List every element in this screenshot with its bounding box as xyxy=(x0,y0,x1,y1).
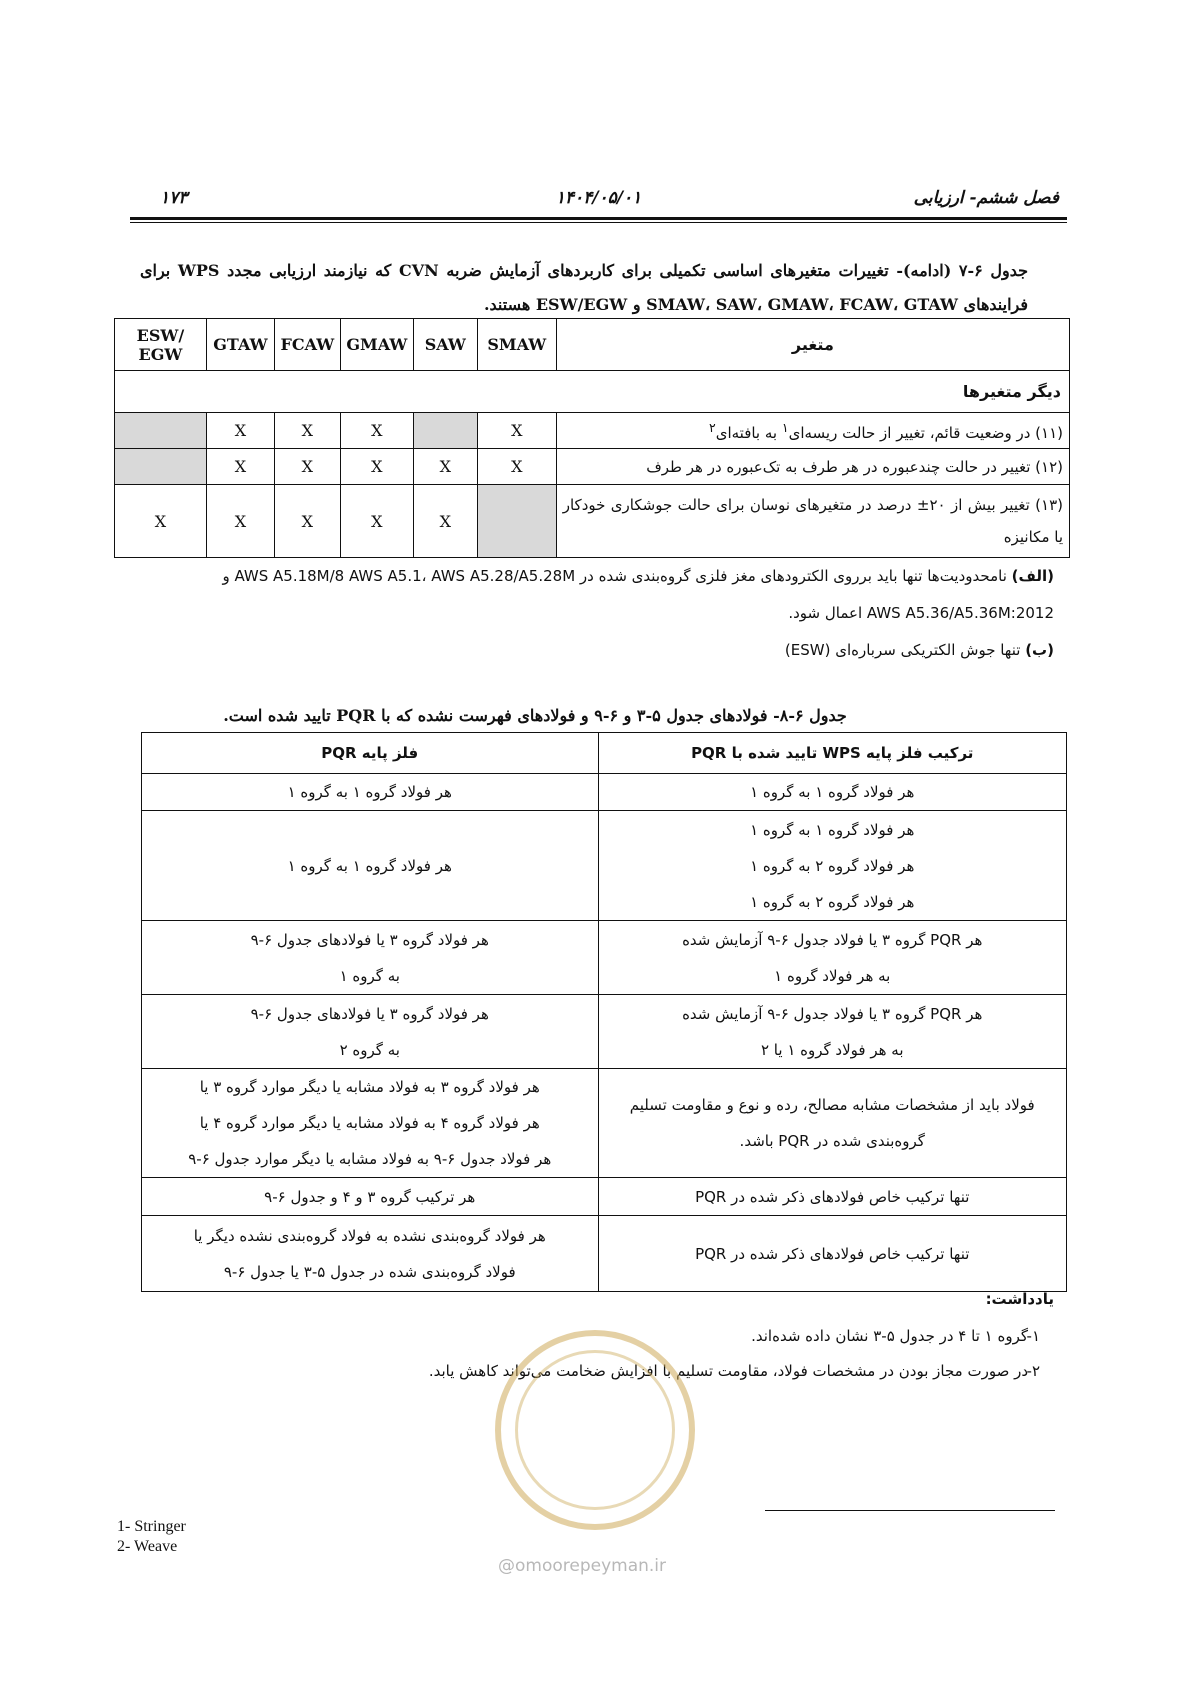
header-rule-thin xyxy=(130,222,1067,223)
table1 xyxy=(114,318,1070,558)
footnote-ref: ۲ xyxy=(709,419,716,435)
table1-caption: جدول ۶-۷ (ادامه)- تغییرات متغیرهای اساسی تکمیلی برای کاربردهای آزمایش ضربه CVN که نیازمند ارزیابی مجدد WPS برای فرایندهای SMAW، SAW، GMAW، FCAW، GTAW و ESW/EGW هستند. xyxy=(140,261,1029,314)
cell-gmaw: X xyxy=(340,413,413,449)
cell-esw: X xyxy=(115,485,207,558)
watermark-seal-inner xyxy=(515,1350,675,1510)
note-1-text: گروه ۱ تا ۴ در جدول ۵-۳ نشان داده شده‌اند. xyxy=(751,1327,1028,1345)
cell-gtaw: X xyxy=(206,485,274,558)
cell-gmaw: X xyxy=(340,449,413,485)
col-combination: ترکیب فلز پایه WPS تایید شده با PQR xyxy=(598,733,1067,774)
cell-smaw: X xyxy=(477,413,556,449)
footnote-2: 2- Weave xyxy=(117,1538,178,1555)
note-b: (ب) تنها جوش الکتریکی سرباره‌ای (ESW) xyxy=(784,641,1054,659)
cell-saw: X xyxy=(413,449,477,485)
cell-esw xyxy=(115,449,207,485)
col-gmaw: GMAW xyxy=(340,319,413,371)
cell-gtaw: X xyxy=(206,413,274,449)
cell-combo: تنها ترکیب خاص فولادهای ذکر شده در PQR xyxy=(598,1178,1067,1216)
table-row xyxy=(115,449,1070,485)
section-title: دیگر متغیرها xyxy=(115,371,1070,413)
table-row xyxy=(142,995,1067,1069)
table2-caption: جدول ۶-۸- فولادهای جدول ۵-۳ و ۶-۹ و فولادهای فهرست نشده که با PQR تایید شده است. xyxy=(223,706,847,725)
cell-saw: X xyxy=(413,485,477,558)
page-header xyxy=(130,188,1067,214)
col-variable: متغیر xyxy=(556,319,1069,371)
cell-smaw xyxy=(477,485,556,558)
cell-base: هر فولاد گروه ۱ به گروه ۱ xyxy=(142,774,599,811)
col-base-metal: فلز پایه PQR xyxy=(142,733,599,774)
note-a-cont: AWS A5.36/A5.36M:2012 اعمال شود. xyxy=(788,604,1054,622)
watermark-text: @omoorepeyman.ir xyxy=(498,1556,667,1576)
cell-combo: تنها ترکیب خاص فولادهای ذکر شده در PQR xyxy=(598,1216,1067,1292)
cell-gmaw: X xyxy=(340,485,413,558)
table2 xyxy=(141,732,1067,1292)
cell-base: هر ترکیب گروه ۳ و ۴ و جدول ۶-۹ xyxy=(142,1178,599,1216)
col-smaw: SMAW xyxy=(477,319,556,371)
note-1-number: ۱- xyxy=(1026,1327,1040,1345)
cell-fcaw: X xyxy=(274,449,340,485)
footnote-rule xyxy=(765,1510,1055,1511)
table1-section-row xyxy=(115,371,1070,413)
footnote-1: 1- Stringer xyxy=(117,1518,186,1535)
cell-base: هر فولاد گروه ۳ یا فولادهای جدول ۶-۹ به گروه ۱ xyxy=(142,921,599,995)
table-row xyxy=(115,413,1070,449)
cell-combo: هر فولاد گروه ۱ به گروه ۱ xyxy=(598,774,1067,811)
cell-combo: فولاد باید از مشخصات مشابه مصالح، رده و نوع و مقاومت تسلیم گروه‌بندی شده در PQR باشد. xyxy=(598,1069,1067,1178)
table-row xyxy=(142,811,1067,921)
col-esw-egw: ESW/ EGW xyxy=(115,319,207,371)
footnote-ref: ۱ xyxy=(781,419,789,435)
cell-variable: (۱۳) تغییر بیش از ۲۰± درصد در متغیرهای نوسان برای حالت جوشکاری خودکار یا مکانیزه xyxy=(556,485,1069,558)
table-row xyxy=(115,485,1070,558)
col-gtaw: GTAW xyxy=(206,319,274,371)
col-saw: SAW xyxy=(413,319,477,371)
table-row xyxy=(142,774,1067,811)
table2-header-row xyxy=(142,733,1067,774)
table-row xyxy=(142,1216,1067,1292)
table1-header-row xyxy=(115,319,1070,371)
table-row xyxy=(142,1178,1067,1216)
table-row xyxy=(142,921,1067,995)
table-row xyxy=(142,1069,1067,1178)
cell-variable: (۱۱) در وضعیت قائم، تغییر از حالت ریسه‌ای$^۱$ به بافته‌ای$^۲$ xyxy=(556,413,1069,449)
cell-fcaw: X xyxy=(274,413,340,449)
chapter-title: فصل ششم- ارزیابی xyxy=(913,188,1059,208)
note-2-number: ۲- xyxy=(1026,1362,1040,1380)
cell-gtaw: X xyxy=(206,449,274,485)
header-date: ۱۴۰۴/۰۵/۰۱ xyxy=(555,188,642,208)
cell-combo: هر فولاد گروه ۱ به گروه ۱ هر فولاد گروه ۲ به گروه ۱ هر فولاد گروه ۲ به گروه ۱ xyxy=(598,811,1067,921)
note-2-text: در صورت مجاز بودن در مشخصات فولاد، مقاومت تسلیم با افزایش ضخامت می‌تواند کاهش یابد. xyxy=(428,1362,1028,1380)
cell-variable: (۱۲) تغییر در حالت چندعبوره در هر طرف به تک‌عبوره در هر طرف xyxy=(556,449,1069,485)
note-a: (الف) نامحدودیت‌ها تنها باید برروی الکترودهای مغز فلزی گروه‌بندی شده در AWS A5.18M/8 AWS A5.1، AWS A5.28/A5.28M و xyxy=(222,567,1054,585)
notes-title: یادداشت: xyxy=(985,1290,1054,1308)
col-fcaw: FCAW xyxy=(274,319,340,371)
cell-esw xyxy=(115,413,207,449)
cell-smaw: X xyxy=(477,449,556,485)
page-number: ۱۷۳ xyxy=(160,188,188,208)
cell-combo: هر PQR گروه ۳ یا فولاد جدول ۶-۹ آزمایش شده به هر فولاد گروه ۱ xyxy=(598,921,1067,995)
cell-base: هر فولاد گروه ۱ به گروه ۱ xyxy=(142,811,599,921)
header-rule-thick xyxy=(130,217,1067,220)
cell-combo: هر PQR گروه ۳ یا فولاد جدول ۶-۹ آزمایش شده به هر فولاد گروه ۱ یا ۲ xyxy=(598,995,1067,1069)
cell-saw xyxy=(413,413,477,449)
cell-fcaw: X xyxy=(274,485,340,558)
cell-base: هر فولاد گروه ۳ یا فولادهای جدول ۶-۹ به گروه ۲ xyxy=(142,995,599,1069)
cell-base: هر فولاد گروه‌بندی نشده به فولاد گروه‌بندی نشده دیگر یا فولاد گروه‌بندی شده در جدول ۵-۳ یا جدول ۶-۹ xyxy=(142,1216,599,1292)
cell-base: هر فولاد گروه ۳ به فولاد مشابه یا دیگر موارد گروه ۳ یا هر فولاد گروه ۴ به فولاد مشابه یا دیگر موارد گروه ۴ یا هر فولاد جدول ۶-۹ به فولاد مشابه یا دیگر موارد جدول ۶-۹ xyxy=(142,1069,599,1178)
